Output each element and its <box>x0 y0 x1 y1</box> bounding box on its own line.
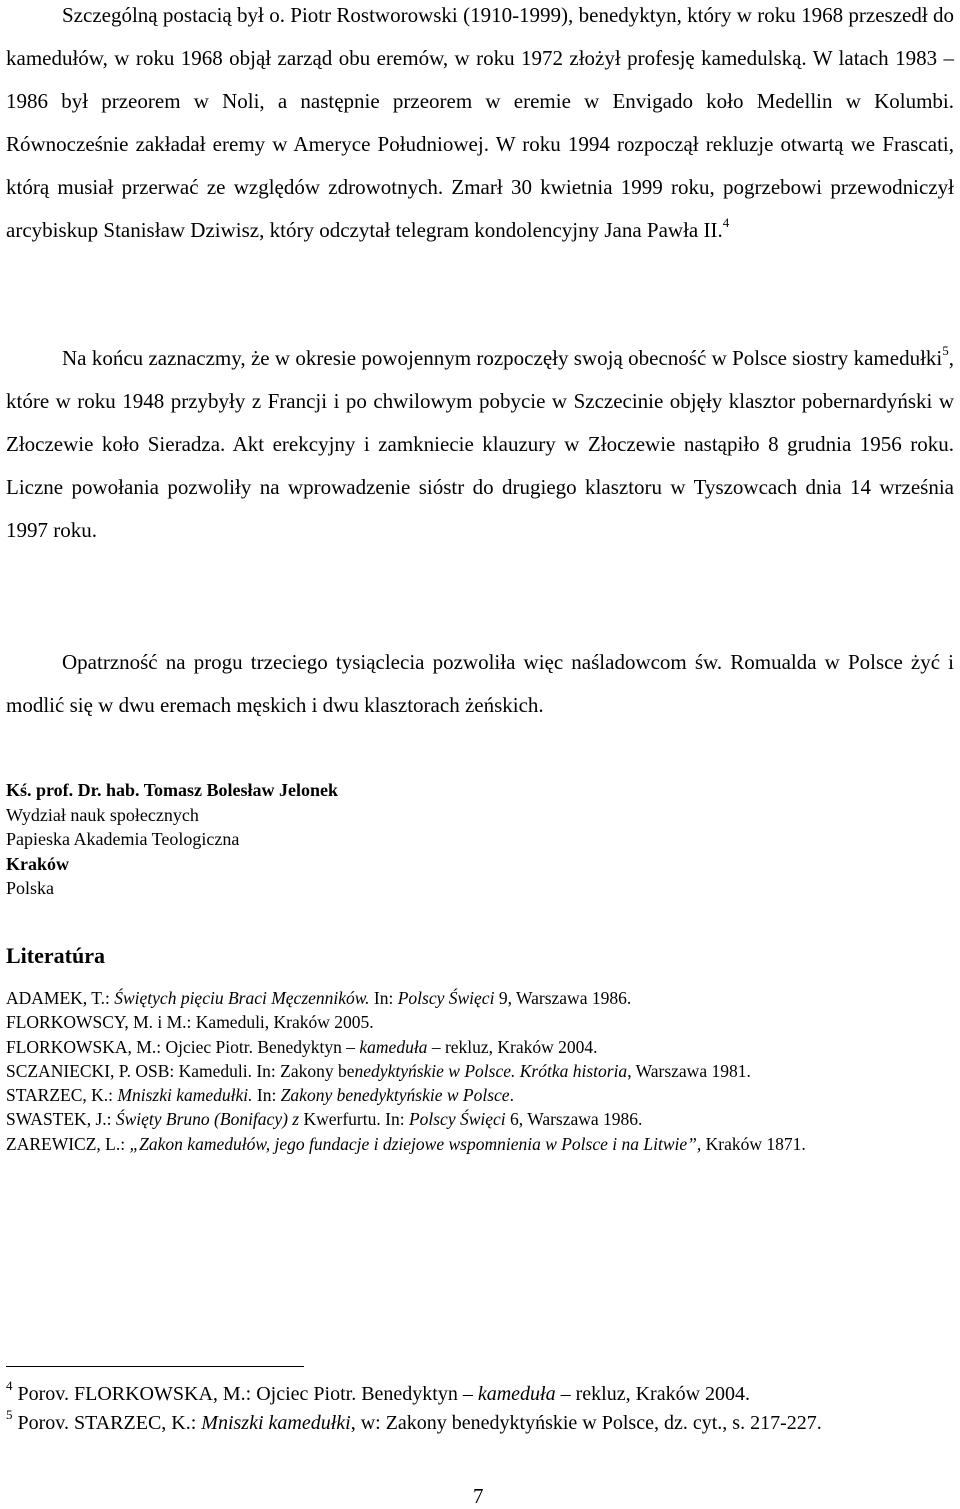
footnote-title: Mniszki kamedułki <box>201 1412 351 1434</box>
entry-title: „Zakon kamedułów, jego fundacje i dziejowe wspomnienia w Polsce i na Litwie”, <box>129 1133 702 1154</box>
paragraph-text: , które w roku 1948 przybyły z Francji i po chwilowym pobycie w Szczecinie objęły klasztor pobernardyński w Złoczewie koło Sieradza. Akt erekcyjny i zamkniecie klauzury w Złoczewie nastąpiło 8 grudnia 1956 roku. Liczne powołania pozwoliły na wprowadzenie sióstr do drugiego klasztoru w Tyszowcach dnia 14 września 1997 roku. <box>6 346 954 542</box>
footnotes <box>6 1380 946 1438</box>
entry-text: Kraków 1871. <box>701 1133 806 1154</box>
entry-text: STARZEC, K.: <box>6 1085 118 1106</box>
entry-title: kameduła <box>359 1036 428 1057</box>
footnote-4 <box>6 1380 946 1409</box>
footnote-title: kameduła <box>477 1383 556 1405</box>
entry-title: Święty Bruno (Bonifacy) z <box>115 1109 300 1130</box>
literature-entry <box>6 1035 956 1059</box>
literature-entry <box>6 1083 956 1107</box>
literature-entry <box>6 1107 956 1131</box>
author-faculty: Wydział nauk społecznych <box>6 804 199 825</box>
literature-entry <box>6 1010 956 1034</box>
footnote-5 <box>6 1409 946 1438</box>
footnote-divider <box>6 1366 304 1367</box>
footnote-text: – rekluz, Kraków 2004. <box>555 1383 751 1405</box>
entry-title: nedyktyńskie w Polsce. Krótka historia <box>354 1060 628 1081</box>
entry-text: SCZANIECKI, P. OSB: Kameduli. In: Zakony be <box>6 1060 355 1081</box>
entry-text: SWASTEK, J.: <box>6 1109 116 1130</box>
entry-text: . <box>509 1085 514 1106</box>
author-country: Polska <box>6 878 55 898</box>
literature-heading: Literatúra <box>6 943 105 968</box>
author-university: Papieska Akademia Teologiczna <box>6 829 240 849</box>
literature-entry <box>6 1059 956 1083</box>
paragraph-text: Na końcu zaznaczmy, że w okresie powojennym rozpoczęły swoją obecność w Polsce siostry kamedułki <box>62 346 943 370</box>
footnote-ref-5[interactable]: 5 <box>942 343 949 358</box>
entry-text: FLORKOWSKA, M.: Ojciec Piotr. Benedyktyn – <box>6 1036 360 1057</box>
entry-text: 9, Warszawa 1986. <box>494 988 632 1008</box>
footnote-ref-4[interactable]: 4 <box>722 215 730 230</box>
body-paragraph-1 <box>6 0 954 252</box>
entry-text: ZAREWICZ, L.: <box>6 1133 130 1154</box>
entry-text: 6, Warszawa 1986. <box>505 1109 643 1130</box>
literature-list <box>6 986 956 1156</box>
entry-text: In: <box>252 1085 281 1106</box>
body-paragraph-3: Opatrzność na progu trzeciego tysiąclecia pozwoliła więc naśladowcom św. Romualda w Polsce żyć i modlić się w dwu eremach męskich i dwu klasztorach żeńskich. <box>6 650 954 717</box>
entry-title: Świętych pięciu Braci Męczenników. <box>114 988 370 1008</box>
entry-text: In: <box>369 988 398 1008</box>
entry-title: Mniszki kamedułki. <box>117 1085 253 1106</box>
body-paragraph-2 <box>6 337 954 552</box>
paragraph-text: Szczególną postacią był o. Piotr Rostworowski (1910-1999), benedyktyn, który w roku 1968 przeszedł do kamedułów, w roku 1968 objął zarząd obu eremów, w roku 1972 złożył profesję kamedulską. W latach 1983 – 1986 był przeorem w Noli, a następnie przeorem w eremie w Envigado koło Medellin w Kolumbi. Równocześnie zakładał eremy w Ameryce Południowej. W roku 1994 rozpoczął rekluzje otwartą we Frascati, którą musiał przerwać ze względów zdrowotnych. Zmarł 30 kwietnia 1999 roku, pogrzebowi przewodniczył arcybiskup Stanisław Dziwisz, który odczytał telegram kondolencyjny Jana Pawła II. <box>6 3 954 242</box>
footnote-text: , w: Zakony benedyktyńskie w Polsce, dz. cyt., s. 217-227. <box>350 1412 822 1434</box>
author-city: Kraków <box>6 853 69 874</box>
footnote-text: Porov. STARZEC, K.: <box>12 1412 202 1434</box>
entry-text: FLORKOWSCY, M. i M.: Kameduli, Kraków 2005. <box>6 1012 374 1033</box>
literature-entry <box>6 1132 956 1156</box>
entry-title: Zakony benedyktyńskie w Polsce <box>280 1085 510 1106</box>
page-number: 7 <box>473 1484 484 1508</box>
entry-text: – rekluz, Kraków 2004. <box>427 1036 598 1057</box>
entry-text: Kwerfurtu. In: <box>299 1109 409 1130</box>
footnote-text: Porov. FLORKOWSKA, M.: Ojciec Piotr. Benedyktyn – <box>12 1383 478 1405</box>
author-name: Kś. prof. Dr. hab. Tomasz Bolesław Jelonek <box>6 780 339 800</box>
footnote-number: 4 <box>6 1378 13 1394</box>
entry-text: , Warszawa 1981. <box>627 1060 751 1081</box>
footnote-number: 5 <box>6 1407 13 1423</box>
entry-title: Polscy Święci <box>397 988 495 1008</box>
literature-entry <box>6 986 956 1010</box>
entry-text: ADAMEK, T.: <box>6 988 115 1008</box>
author-block <box>6 778 338 901</box>
entry-title: Polscy Święci <box>408 1109 506 1130</box>
